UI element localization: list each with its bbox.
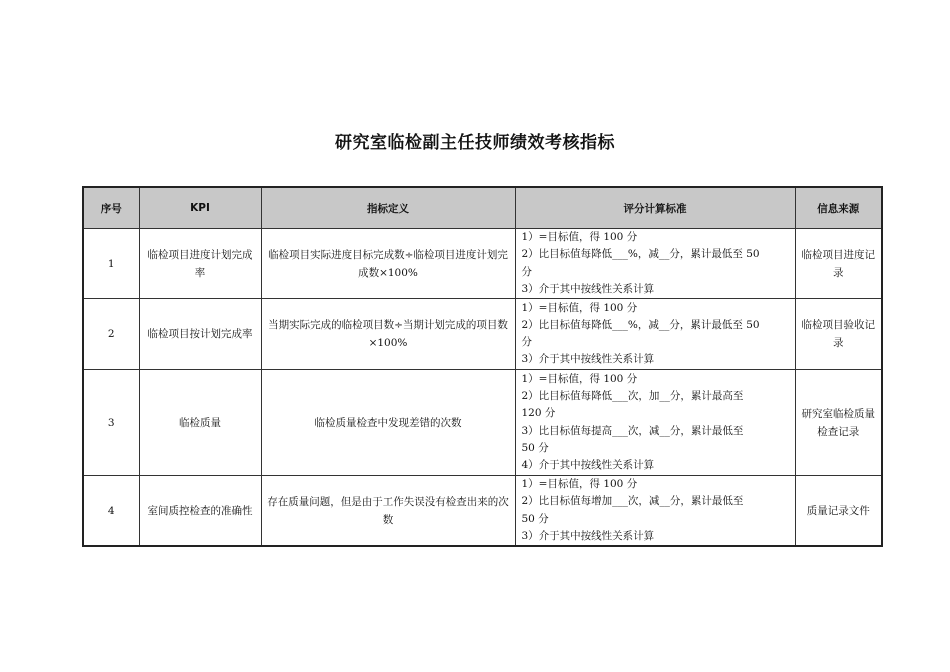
criteria-line: 2）比目标值每降低___次，加__分，累计最高至: [521, 390, 744, 403]
cell-seq: 2: [83, 299, 139, 370]
criteria-line: 3）介于其中按线性关系计算: [521, 353, 655, 366]
cell-kpi: 室间质控检查的准确性: [139, 476, 261, 547]
table-header-row: [83, 187, 882, 229]
header-criteria: 评分计算标准: [515, 187, 795, 229]
cell-kpi: 临检项目按计划完成率: [139, 299, 261, 370]
cell-criteria: [515, 229, 795, 299]
cell-source: 临检项目进度记录: [795, 229, 882, 299]
cell-source: 临检项目验收记录: [795, 299, 882, 370]
cell-criteria: [515, 476, 795, 547]
criteria-line: 120 分: [521, 407, 556, 420]
document-title: 研究室临检副主任技师绩效考核指标: [335, 133, 615, 153]
cell-definition: 存在质量问题，但是由于工作失误没有检查出来的次数: [261, 476, 515, 547]
cell-kpi: 临检质量: [139, 370, 261, 476]
cell-criteria: [515, 370, 795, 476]
criteria-line: 2）比目标值每增加___次，减__分，累计最低至: [521, 495, 744, 508]
criteria-line: 1）=目标值，得 100 分: [521, 231, 638, 243]
criteria-line: 3）介于其中按线性关系计算: [521, 282, 655, 295]
table-row: [83, 229, 882, 299]
criteria-line: 3）介于其中按线性关系计算: [521, 530, 655, 543]
criteria-line: 1）=目标值，得 100 分: [521, 478, 638, 491]
cell-kpi: 临检项目进度计划完成率: [139, 229, 261, 299]
cell-seq: 1: [83, 229, 139, 299]
header-seq: 序号: [83, 187, 139, 229]
table-row: [83, 476, 882, 547]
table-row: [83, 299, 882, 370]
criteria-line: 1）=目标值，得 100 分: [521, 301, 638, 314]
criteria-line: 3）比目标值每提高___次，减__分，累计最低至: [521, 424, 744, 437]
criteria-line: 1）=目标值，得 100 分: [521, 372, 638, 385]
cell-seq: 3: [83, 370, 139, 476]
cell-source: 研究室临检质量检查记录: [795, 370, 882, 476]
criteria-line: 分: [521, 336, 532, 349]
cell-criteria: [515, 299, 795, 370]
cell-definition: 临检项目实际进度目标完成数÷临检项目进度计划完成数×100%: [261, 229, 515, 299]
header-definition: 指标定义: [261, 187, 515, 229]
criteria-line: 2）比目标值每降低___%，减__分，累计最低至 50: [521, 318, 760, 331]
kpi-table: [82, 186, 883, 547]
cell-seq: 4: [83, 476, 139, 547]
criteria-line: 分: [521, 265, 532, 278]
header-source: 信息来源: [795, 187, 882, 229]
criteria-line: 4）介于其中按线性关系计算: [521, 459, 655, 472]
criteria-line: 50 分: [521, 512, 549, 525]
table-row: [83, 370, 882, 476]
cell-definition: 当期实际完成的临检项目数÷当期计划完成的项目数×100%: [261, 299, 515, 370]
criteria-line: 2）比目标值每降低___%，减__分，累计最低至 50: [521, 248, 760, 261]
criteria-line: 50 分: [521, 441, 549, 454]
cell-definition: 临检质量检查中发现差错的次数: [261, 370, 515, 476]
header-kpi: KPI: [139, 187, 261, 229]
cell-source: 质量记录文件: [795, 476, 882, 547]
